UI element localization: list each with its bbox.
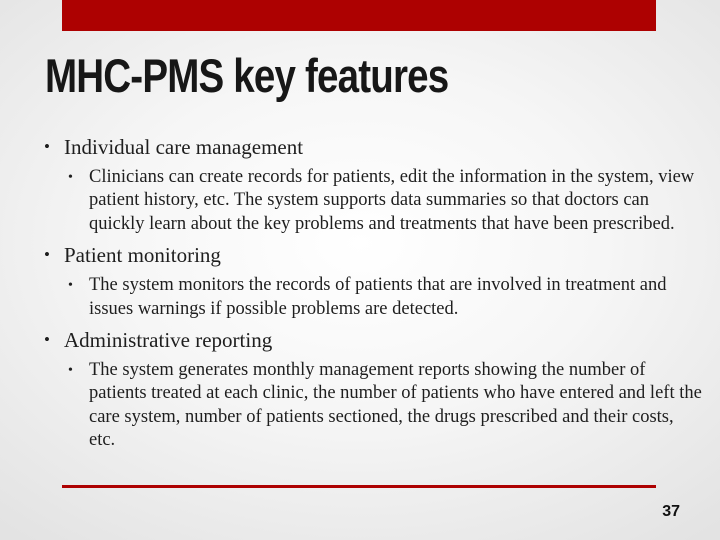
- top-accent-bar: [62, 0, 656, 31]
- sub-bullet-text: Clinicians can create records for patients, edit the information in the system, view patient history, etc. The system supports data summaries so that doctors can quickly learn about the key problems and treatments that have been prescribed.: [89, 167, 695, 234]
- sub-bullet-individual-care: [42, 166, 704, 236]
- sub-bullet-patient-monitoring: [42, 274, 704, 321]
- bullet-item-administrative-reporting: [42, 327, 702, 353]
- bullet-item-patient-monitoring: [42, 242, 702, 268]
- sub-bullet-administrative-reporting: [42, 359, 704, 453]
- bullet-heading: Administrative reporting: [64, 328, 273, 353]
- footer-divider: [62, 485, 656, 488]
- bullet-list: [42, 134, 702, 453]
- slide-title: MHC-PMS key features: [45, 49, 449, 102]
- bullet-heading: Individual care management: [64, 135, 304, 159]
- sub-bullet-text: The system generates monthly management reports showing the number of patients treated at each clinic, the number of patients who have entered and left the care system, number of patients sectioned, the drugs prescribed and their costs, etc.: [89, 360, 702, 451]
- bullet-icon: •: [44, 137, 50, 156]
- bullet-heading: Patient monitoring: [64, 243, 221, 268]
- sub-bullet-icon: •: [68, 170, 73, 185]
- page-number: 37: [662, 503, 680, 520]
- bullet-item-individual-care: [42, 134, 702, 160]
- sub-bullet-text: The system monitors the records of patients that are involved in treatment and issues warnings if possible problems are detected.: [89, 275, 667, 319]
- sub-bullet-icon: •: [68, 363, 73, 379]
- bullet-icon: •: [44, 245, 50, 265]
- sub-bullet-icon: •: [68, 278, 73, 294]
- bullet-icon: •: [44, 330, 50, 350]
